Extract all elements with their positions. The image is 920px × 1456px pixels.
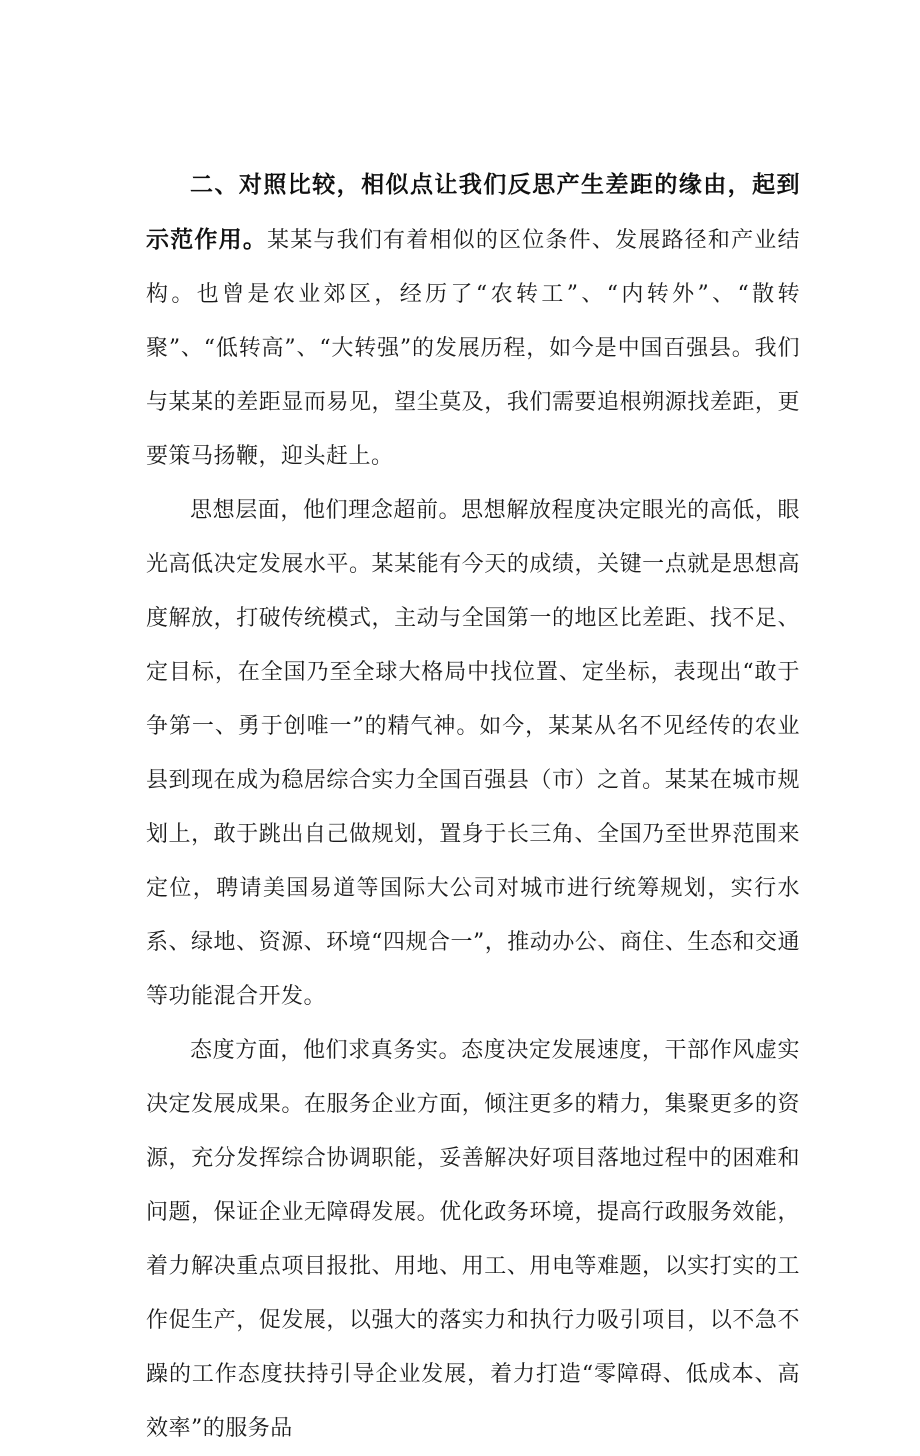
paragraph-3 [146,1024,800,1456]
paragraph-2 [146,484,800,1024]
paragraph-2-text: 思想层面，他们理念超前。思想解放程度决定眼光的高低，眼光高低决定发展水平。某某能有今天的成绩，关键一点就是思想高度解放，打破传统模式，主动与全国第一的地区比差距、找不足、定目标，在全国乃至全球大格局中找位置、定坐标，表现出“敢于争第一、勇于创唯一”的精气神。如今，某某从名不见经传的农业县到现在成为稳居综合实力全国百强县（市）之首。某某在城市规划上，敢于跳出自己做规划，置身于长三角、全国乃至世界范围来定位，聘请美国易道等国际大公司对城市进行统筹规划，实行水系、绿地、资源、环境“四规合一”，推动办公、商住、生态和交通等功能混合开发。 [146,498,800,1009]
paragraph-3-text: 态度方面，他们求真务实。态度决定发展速度，干部作风虚实决定发展成果。在服务企业方面，倾注更多的精力，集聚更多的资源，充分发挥综合协调职能，妥善解决好项目落地过程中的困难和问题，保证企业无障碍发展。优化政务环境，提高行政服务效能，着力解决重点项目报批、用地、用工、用电等难题，以实打实的工作促生产，促发展，以强大的落实力和执行力吸引项目，以不急不躁的工作态度扶持引导企业发展，着力打造“零障碍、低成本、高效率”的服务品 [146,1038,800,1441]
paragraph-1 [146,158,800,484]
document-body [146,158,800,1456]
paragraph-1-text: 某某与我们有着相似的区位条件、发展路径和产业结构。也曾是农业郊区，经历了“农转工”、“内转外”、“散转聚”、“低转高”、“大转强”的发展历程，如今是中国百强县。我们与某某的差距显而易见，望尘莫及，我们需要追根朔源找差距，更要策马扬鞭，迎头赶上。 [146,228,800,469]
section-heading: 二、对照比较，相似点让我们反思产生差距的缘由，起到示范作用。 [146,172,800,253]
